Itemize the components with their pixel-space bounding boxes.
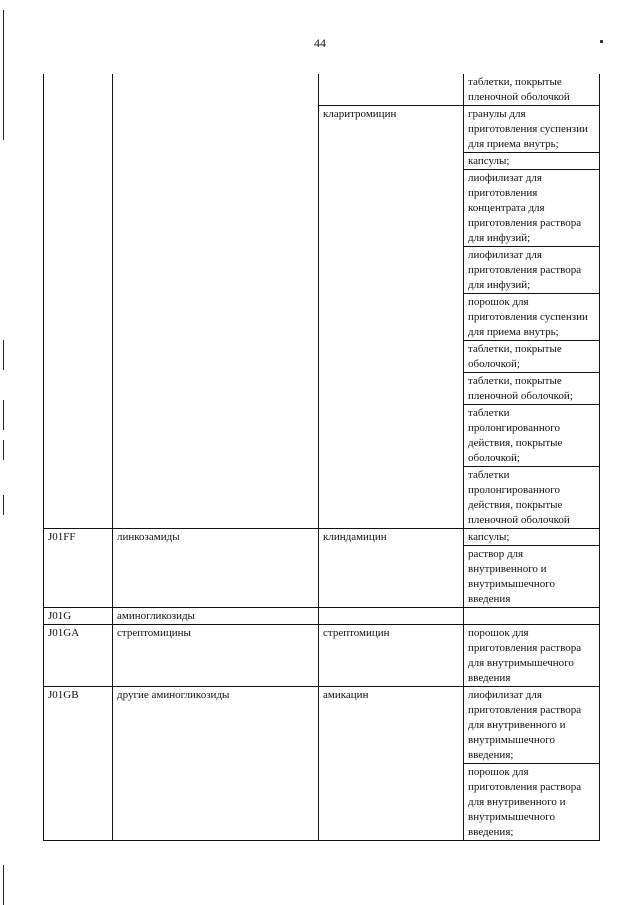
drug-cell [319,764,464,841]
scan-mark [3,340,4,370]
drug-cell [319,74,464,106]
page-number: 44 [314,36,326,50]
atc-code-cell [44,294,113,341]
table-row [44,153,600,170]
dosage-form-cell: лиофилизат для приготовления раствора для инфузий; [464,247,600,294]
atc-code-cell [44,74,113,106]
table-row [44,467,600,529]
atc-code-cell [44,373,113,405]
group-cell: стрептомицины [113,625,319,687]
atc-code-cell: J01GB [44,687,113,764]
group-cell [113,170,319,247]
drug-cell [319,294,464,341]
atc-code-cell: J01G [44,608,113,625]
table-row [44,247,600,294]
atc-code-cell [44,153,113,170]
atc-code-cell [44,467,113,529]
drug-cell [319,608,464,625]
atc-code-cell [44,247,113,294]
drug-cell [319,405,464,467]
table-row [44,546,600,608]
atc-code-cell [44,106,113,153]
atc-code-cell: J01GA [44,625,113,687]
group-cell: аминогликозиды [113,608,319,625]
table-row [44,106,600,153]
scan-mark [3,495,4,515]
table-row [44,294,600,341]
scan-mark [3,10,4,140]
dosage-form-cell [464,608,600,625]
dosage-form-cell: порошок для приготовления суспензии для приема внутрь; [464,294,600,341]
scan-mark [3,440,4,460]
scan-mark [3,865,4,905]
group-cell [113,546,319,608]
table-row [44,170,600,247]
dosage-form-cell: порошок для приготовления раствора для внутримышечного введения [464,625,600,687]
dosage-form-cell: порошок для приготовления раствора для внутривенного и внутримышечного введения; [464,764,600,841]
dosage-form-cell: капсулы; [464,153,600,170]
table-row [44,625,600,687]
group-cell [113,153,319,170]
drug-cell [319,373,464,405]
group-cell [113,341,319,373]
group-cell [113,294,319,341]
drug-cell: кларитромицин [319,106,464,153]
drug-cell: клиндамицин [319,529,464,546]
group-cell: линкозамиды [113,529,319,546]
dosage-form-cell: гранулы для приготовления суспензии для приема внутрь; [464,106,600,153]
group-cell [113,373,319,405]
atc-code-cell [44,546,113,608]
atc-code-cell [44,170,113,247]
dosage-form-cell: таблетки, покрытые пленочной оболочкой [464,74,600,106]
dosage-form-cell: лиофилизат для приготовления концентрата для приготовления раствора для инфузий; [464,170,600,247]
drug-cell [319,546,464,608]
atc-code-cell [44,764,113,841]
dosage-form-cell: капсулы; [464,529,600,546]
group-cell [113,405,319,467]
drug-cell [319,341,464,373]
dosage-form-cell: таблетки пролонгированного действия, покрытые оболочкой; [464,405,600,467]
drug-cell [319,247,464,294]
table-row [44,405,600,467]
atc-code-cell [44,341,113,373]
dosage-form-cell: лиофилизат для приготовления раствора для внутривенного и внутримышечного введения; [464,687,600,764]
group-cell [113,74,319,106]
table-row [44,373,600,405]
table-row [44,764,600,841]
table-row [44,74,600,106]
dosage-form-cell: таблетки, покрытые пленочной оболочкой; [464,373,600,405]
drug-cell [319,170,464,247]
drug-cell [319,153,464,170]
scan-mark [600,40,603,43]
group-cell [113,106,319,153]
table-row [44,529,600,546]
drug-cell [319,467,464,529]
drug-cell: стрептомицин [319,625,464,687]
dosage-form-cell: таблетки пролонгированного действия, покрытые пленочной оболочкой [464,467,600,529]
atc-code-cell: J01FF [44,529,113,546]
table-row [44,608,600,625]
drug-table [43,74,600,841]
group-cell [113,247,319,294]
drug-cell: амикацин [319,687,464,764]
group-cell [113,764,319,841]
table-row [44,687,600,764]
group-cell [113,467,319,529]
table-row [44,341,600,373]
dosage-form-cell: таблетки, покрытые оболочкой; [464,341,600,373]
atc-code-cell [44,405,113,467]
scan-mark [3,400,4,430]
group-cell: другие аминогликозиды [113,687,319,764]
dosage-form-cell: раствор для внутривенного и внутримышечного введения [464,546,600,608]
